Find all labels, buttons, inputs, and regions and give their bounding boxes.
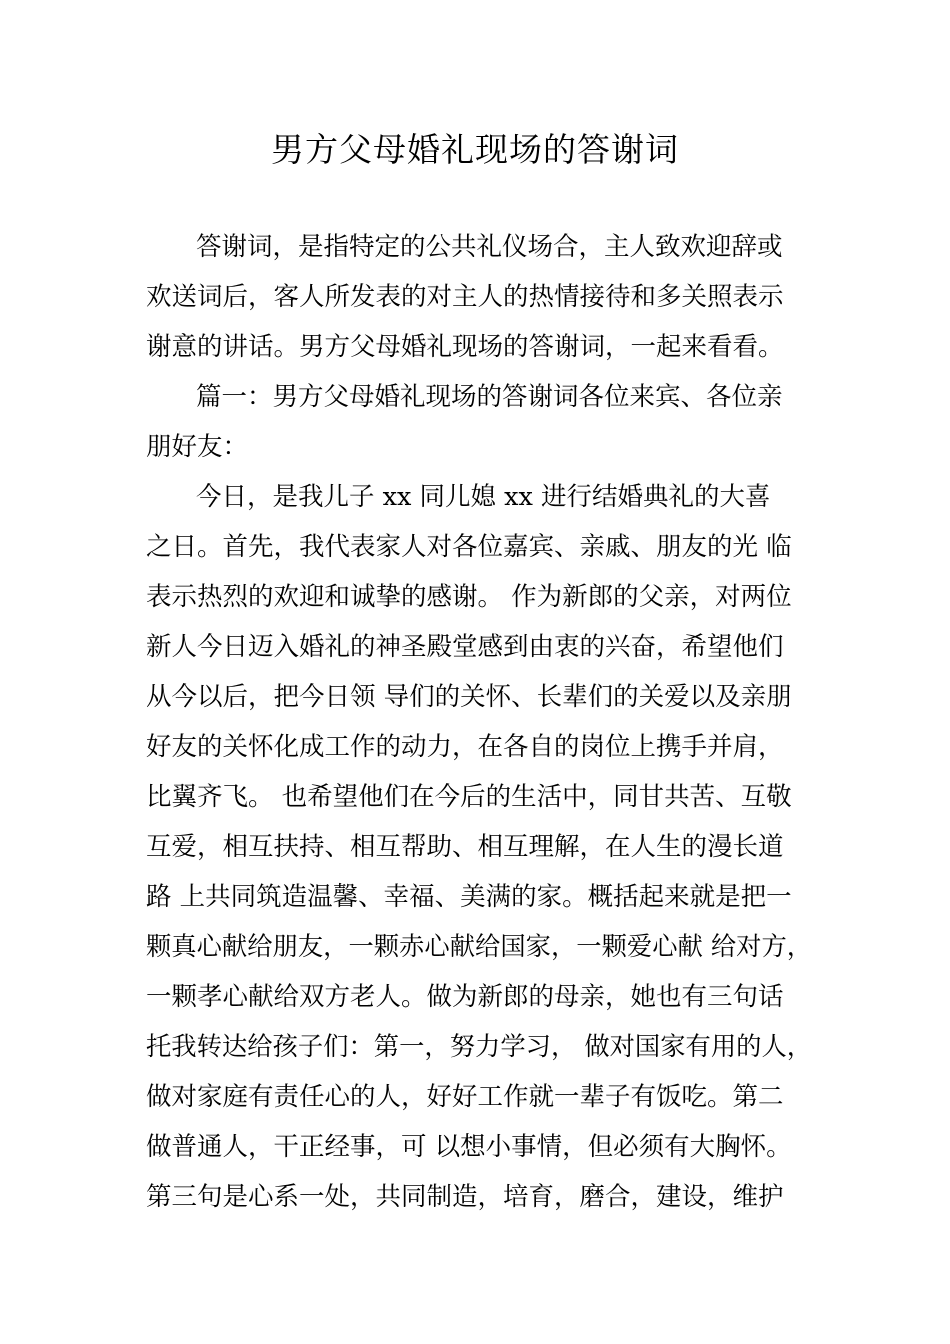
paragraph-line: 谢意的讲话。男方父母婚礼现场的答谢词，一起来看看。 bbox=[146, 332, 784, 362]
document-title: 男方父母婚礼现场的答谢词 bbox=[271, 130, 679, 169]
paragraph-line: 做对家庭有责任心的人，好好工作就一辈子有饭吃。第二 bbox=[146, 1082, 784, 1112]
paragraph-line: 篇一：男方父母婚礼现场的答谢词各位来宾、各位亲 bbox=[196, 382, 783, 412]
paragraph-line: 今日，是我儿子 xx 同儿媳 xx 进行结婚典礼的大喜 bbox=[196, 482, 771, 512]
paragraph-line: 欢送词后，客人所发表的对主人的热情接待和多关照表示 bbox=[146, 282, 784, 312]
paragraph-line: 表示热烈的欢迎和诚挚的感谢。 作为新郎的父亲，对两位 bbox=[146, 582, 792, 612]
paragraph-line: 托我转达给孩子们：第一，努力学习， 做对国家有用的人， bbox=[146, 1032, 813, 1062]
paragraph-line: 路 上共同筑造温馨、幸福、美满的家。概括起来就是把一 bbox=[146, 882, 792, 912]
paragraph-line: 好友的关怀化成工作的动力，在各自的岗位上携手并肩， bbox=[146, 732, 784, 762]
paragraph-line: 一颗孝心献给双方老人。做为新郎的母亲，她也有三句话 bbox=[146, 982, 784, 1012]
paragraph-line: 互爱，相互扶持、相互帮助、相互理解，在人生的漫长道 bbox=[146, 832, 784, 862]
paragraph-line: 第三句是心系一处，共同制造，培育，磨合，建设，维护 bbox=[146, 1182, 784, 1212]
paragraph-line: 新人今日迈入婚礼的神圣殿堂感到由衷的兴奋，希望他们 bbox=[146, 632, 784, 662]
paragraph-line: 从今以后，把今日领 导们的关怀、长辈们的关爱以及亲朋 bbox=[146, 682, 792, 712]
paragraph-line: 比翼齐飞。 也希望他们在今后的生活中，同甘共苦、互敬 bbox=[146, 782, 792, 812]
paragraph-line: 做普通人，干正经事，可 以想小事情，但必须有大胸怀。 bbox=[146, 1132, 792, 1162]
paragraph-line: 答谢词，是指特定的公共礼仪场合，主人致欢迎辞或 bbox=[196, 232, 783, 262]
paragraph-line: 之日。首先，我代表家人对各位嘉宾、亲戚、朋友的光 临 bbox=[146, 532, 792, 562]
paragraph-line: 朋好友： bbox=[146, 432, 249, 462]
paragraph-line: 颗真心献给朋友，一颗赤心献给国家，一颗爱心献 给对方， bbox=[146, 932, 813, 962]
